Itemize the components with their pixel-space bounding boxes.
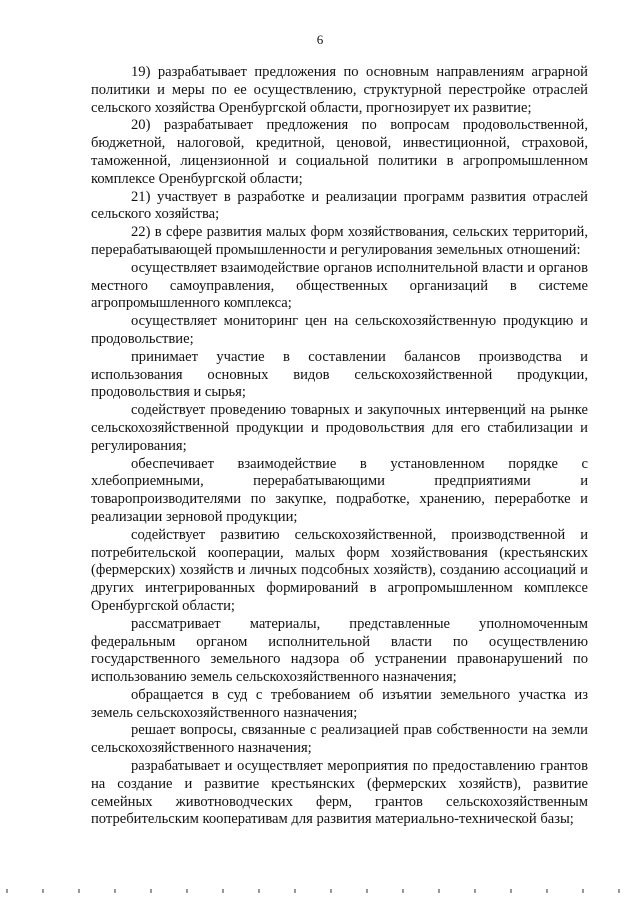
paragraph-22: 22) в сфере развития малых форм хозяйствования, сельских территорий, перерабатывающей промышленности и регулирования земельных отношений: <box>91 224 588 258</box>
subitem-land-supervision: рассматривает материалы, представленные уполномоченным федеральным органом исполнительной власти по осуществлению государственного земельного надзора об устранении правонарушений по использованию земель сельскохозяйственного назначения; <box>91 615 588 686</box>
subitem-price-monitoring: осуществляет мониторинг цен на сельскохозяйственную продукцию и продовольствие; <box>91 313 588 347</box>
subitem-balances: принимает участие в составлении балансов производства и использования основных видов сельскохозяйственной продукции, продовольствия и сырья; <box>91 348 588 401</box>
subitem-court: обращается в суд с требованием об изъятии земельного участка из земель сельскохозяйственного назначения; <box>91 686 588 721</box>
subitem-ownership: решает вопросы, связанные с реализацией прав собственности на земли сельскохозяйственного назначения; <box>91 722 588 757</box>
subitem-interaction: осуществляет взаимодействие органов исполнительной власти и органов местного самоуправления, общественных организаций в системе агропромышленного комплекса; <box>91 259 588 312</box>
subitem-interventions: содействует проведению товарных и закупочных интервенций на рынке сельскохозяйственной продукции и продовольствия для его стабилизации и регулирования; <box>91 402 588 454</box>
paragraph-19: 19) разрабатывает предложения по основным направлениям аграрной политики и меры по ее осуществлению, структурной перестройке отраслей сельского хозяйства Оренбургской области, прогнозирует их развитие; <box>91 64 588 116</box>
subitem-grain: обеспечивает взаимодействие в установленном порядке с хлебоприемными, перерабатывающими предприятиями и товаропроизводителями по закупке, подработке, хранению, переработке и реализации зерновой продукции; <box>91 455 588 525</box>
paragraph-21: 21) участвует в разработке и реализации программ развития отраслей сельского хозяйства; <box>91 188 588 223</box>
document-body <box>91 64 588 829</box>
subitem-grants: разрабатывает и осуществляет мероприятия по предоставлению грантов на создание и развитие крестьянских (фермерских хозяйств), развитие семейных животноводческих ферм, грантов сельскохозяйственным потребительским кооперативам для развития материально-технической базы; <box>91 758 588 828</box>
page-number: 6 <box>316 32 324 47</box>
paragraph-20: 20) разрабатывает предложения по вопросам продовольственной, бюджетной, налоговой, кредитной, ценовой, инвестиционной, страховой, таможенной, лицензионной и социальной политики в агропромышленном комплексе Оренбургской области; <box>91 117 588 187</box>
scan-edge-marks <box>0 889 640 893</box>
subitem-cooperation: содействует развитию сельскохозяйственной, производственной и потребительской кооперации, малых форм хозяйствования (крестьянских (фермерских) хозяйств и личных подсобных хозяйств), созданию ассоциаций и других интегрированных формирований в агропромышленном комплексе Оренбургской области; <box>91 526 588 614</box>
